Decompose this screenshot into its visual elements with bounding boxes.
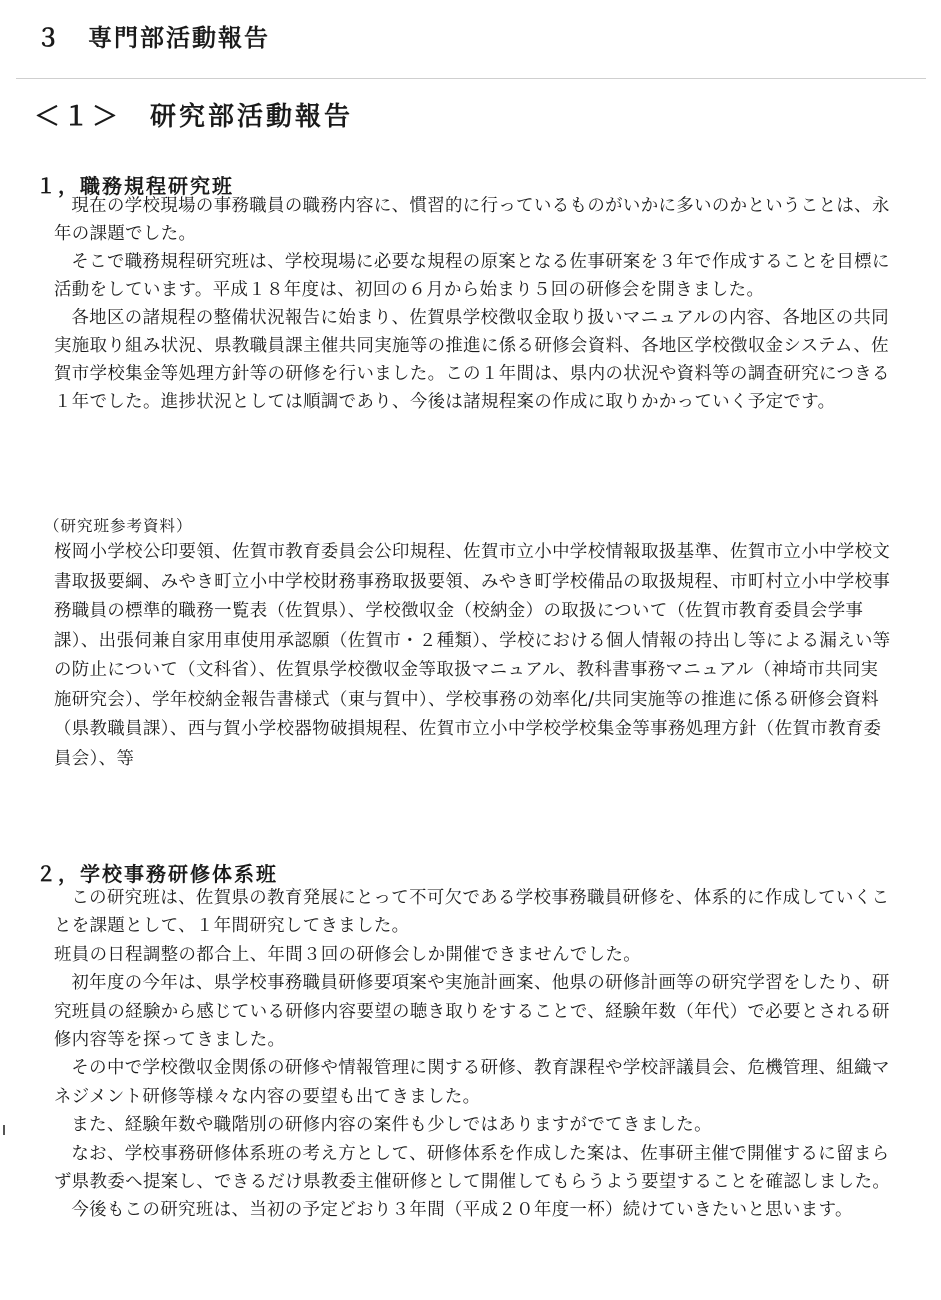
section2-paragraph: 今後もこの研究班は、当初の予定どおり３年間（平成２０年度一杯）続けていきたいと思います。 xyxy=(71,1200,853,1221)
section2-paragraph: 班員の日程調整の都合上、年間３回の研修会しか開催できませんでした。 xyxy=(54,944,642,965)
section1-paragraph: そこで職務規程研究班は、学校現場に必要な規程の原案となる佐事研案を３年で作成することを目標に活動をしています。平成１８年度は、初回の６月から始まり５回の研修会を開きました。 xyxy=(54,252,890,300)
section2-title: ２，学校事務研修体系班 xyxy=(36,862,278,886)
section2-paragraph: 初年度の今年は、県学校事務職員研修要項案や実施計画案、他県の研修計画等の研究学習をしたり、研究班員の経験から感じている研修内容要望の聴き取りをすることで、経験年数（年代）で必要とされる研修内容等を探ってきました。 xyxy=(54,973,890,1051)
section2-paragraph: なお、学校事務研修体系班の考え方として、研修体系を作成した案は、佐事研主催で開催するに留まらず県教委へ提案し、できるだけ県教委主催研修として開催してもらうよう要望することを確認しました。 xyxy=(54,1143,891,1193)
section2-paragraph: その中で学校徴収金関係の研修や情報管理に関する研修、教育課程や学校評議員会、危機管理、組織マネジメント研修等様々な内容の要望も出てきました。 xyxy=(54,1058,890,1107)
margin-mark xyxy=(3,1125,5,1135)
reference-label: （研究班参考資料） xyxy=(44,517,193,535)
section2-paragraph: この研究班は、佐賀県の教育発展にとって不可欠である学校事務職員研修を、体系的に作成していくことを課題として、１年間研究してきました。 xyxy=(54,888,890,937)
reference-list: 桜岡小学校公印要領、佐賀市教育委員会公印規程、佐賀市立小中学校情報取扱基準、佐賀市立小中学校文書取扱要綱、みやき町立小中学校財務事務取扱要領、みやき町学校備品の取扱規程、市町村立小中学校事務職員の標準的職務一覧表（佐賀県）、学校徴収金（校納金）の取扱について（佐賀市教育委員会学事課）、出張伺兼自家用車使用承認願（佐賀市・２種類）、学校における個人情報の持出し等による漏えい等の防止について（文科省）、佐賀県学校徴収金等取扱マニュアル、教科書事務マニュアル（神埼市共同実施研究会）、学年校納金報告書様式（東与賀中）、学校事務の効率化/共同実施等の推進に係る研修会資料（県教職員課）、西与賀小学校器物破損規程、佐賀市立小中学校学校集金等事務処理方針（佐賀市教育委員会）、等 xyxy=(54,542,891,769)
section2-body xyxy=(54,884,892,1225)
section-heading: ３ 専門部活動報告 xyxy=(36,24,270,52)
section1-paragraph: 各地区の諸規程の整備状況報告に始まり、佐賀県学校徴収金取り扱いマニュアルの内容、各地区の共同実施取り組み状況、県教職員課主催共同実施等の推進に係る研修会資料、各地区学校徴収金システム、佐賀市学校集金等処理方針等の研修を行いました。この１年間は、県内の状況や資料等の調査研究につきる１年でした。進捗状況としては順調であり、今後は諸規程案の作成に取りかかっていく予定です。 xyxy=(54,308,890,412)
subsection-heading: ＜１＞ 研究部活動報告 xyxy=(34,102,354,132)
section1-title: １，職務規程研究班 xyxy=(36,174,234,198)
section1-body xyxy=(54,192,892,416)
section2-paragraph: また、経験年数や職階別の研修内容の案件も少しではありますがでてきました。 xyxy=(71,1115,712,1136)
divider xyxy=(16,78,926,79)
section1-paragraph: 現在の学校現場の事務職員の職務内容に、慣習的に行っているものがいかに多いのかということは、永年の課題でした。 xyxy=(54,196,890,244)
